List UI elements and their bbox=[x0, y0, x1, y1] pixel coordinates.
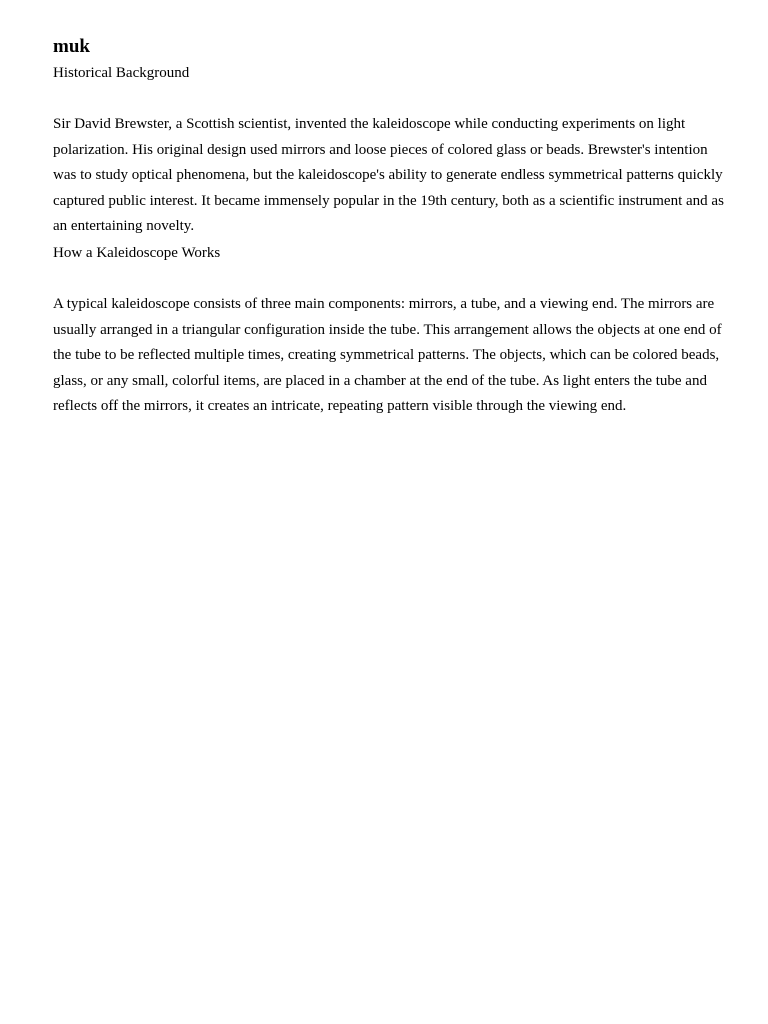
paragraph-spacer bbox=[53, 86, 733, 112]
section-heading-historical-background: Historical Background bbox=[53, 65, 190, 81]
section-heading-how-kaleidoscope-works: How a Kaleidoscope Works bbox=[53, 244, 221, 261]
paragraph-spacer bbox=[53, 266, 733, 292]
document-page bbox=[53, 34, 733, 420]
document-title: muk bbox=[53, 36, 90, 57]
section-body-historical-background: Sir David Brewster, a Scottish scientist, invented the kaleidoscope while conducting experiments on light polarization. His original design used mirrors and loose pieces of colored glass or beads. Brewster's intention was to study optical phenomena, but the kaleidoscope's ability to generate endless symmetrical patterns quickly captured public interest. It became immensely popular in the 19th century, both as a scientific instrument and as an entertaining novelty. bbox=[53, 116, 724, 235]
section-body-how-kaleidoscope-works: A typical kaleidoscope consists of three main components: mirrors, a tube, and a viewing end. The mirrors are usually arranged in a triangular configuration inside the tube. This arrangement allows the objects at one end of the tube to be reflected multiple times, creating symmetrical patterns. The objects, which can be colored beads, glass, or any small, colorful items, are placed in a chamber at the end of the tube. As light enters the tube and reflects off the mirrors, it creates an intricate, repeating pattern visible through the viewing end. bbox=[53, 295, 722, 415]
